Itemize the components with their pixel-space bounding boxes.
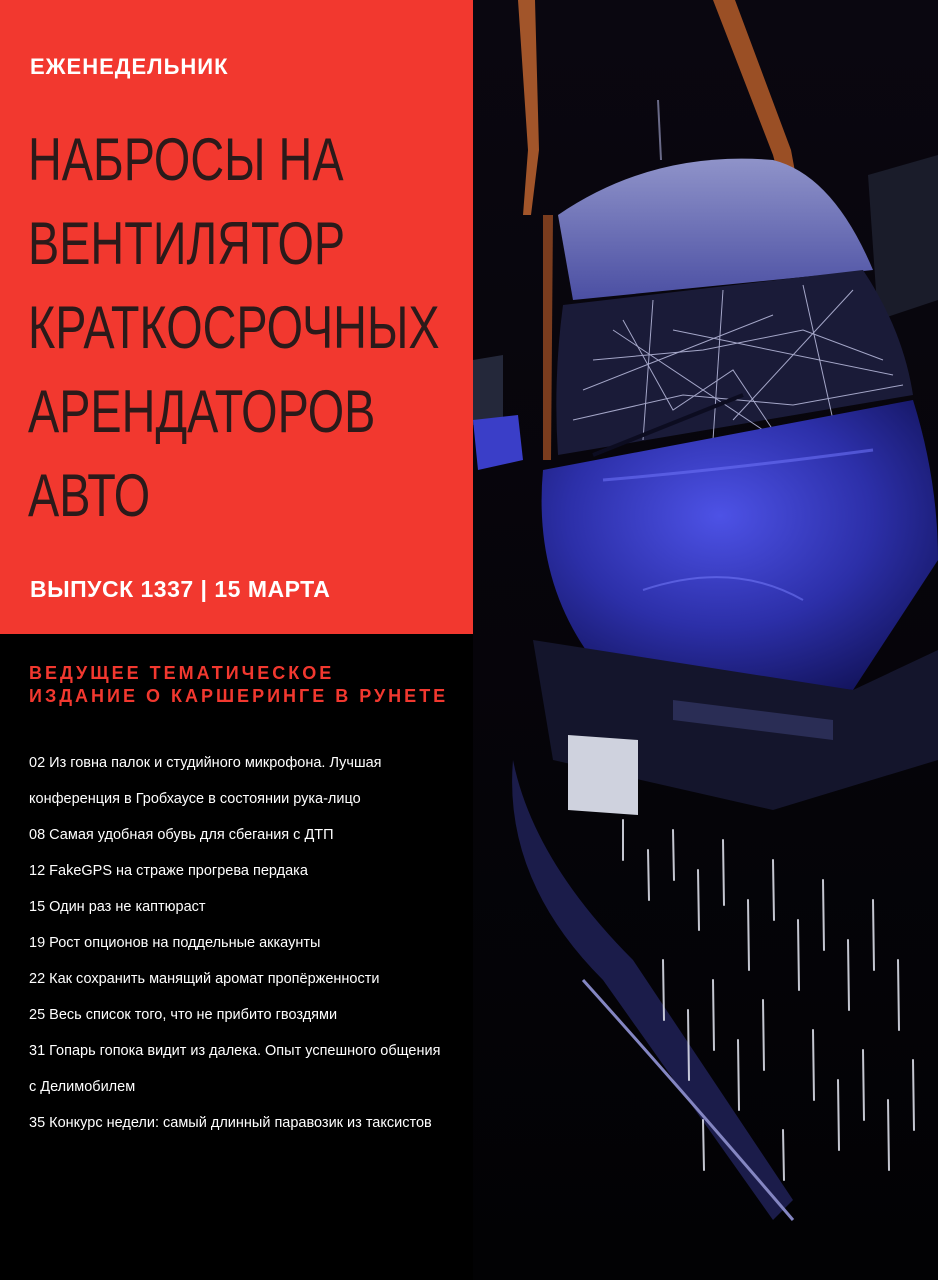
- wrecked-car-image: [473, 0, 938, 1280]
- headline-line: АРЕНДАТОРОВ: [28, 378, 376, 445]
- tagline: ВЕДУЩЕЕ ТЕМАТИЧЕСКОЕ ИЗДАНИЕ О КАРШЕРИНГЕ В РУНЕТЕ: [29, 663, 449, 706]
- headline-line: НАБРОСЫ НА: [28, 126, 344, 193]
- headline-line: КРАТКОСРОЧНЫХ: [28, 294, 440, 361]
- toc-item[interactable]: 35 Конкурс недели: самый длинный паравозик из таксистов: [29, 1115, 432, 1131]
- toc-item[interactable]: 12 FakeGPS на страже прогрева пердака: [29, 863, 308, 879]
- toc-item[interactable]: 25 Весь список того, что не прибито гвоздями: [29, 1007, 338, 1023]
- title-panel: [0, 0, 473, 634]
- headline: [28, 118, 440, 538]
- toc-item[interactable]: 31 Гопарь гопока видит из далека. Опыт успешного общения с Делимобилем: [29, 1043, 441, 1095]
- cover-photo: [473, 0, 938, 1280]
- table-of-contents: [29, 745, 449, 1141]
- toc-item[interactable]: 19 Рост опционов на поддельные аккаунты: [29, 935, 321, 951]
- toc-item[interactable]: 08 Самая удобная обувь для сбегания с ДТП: [29, 827, 334, 843]
- toc-item[interactable]: 15 Один раз не каптюраст: [29, 899, 206, 915]
- issue-info: ВЫПУСК 1337 | 15 МАРТА: [30, 576, 331, 602]
- headline-line: ВЕНТИЛЯТОР: [28, 210, 346, 277]
- kicker: ЕЖЕНЕДЕЛЬНИК: [30, 54, 229, 79]
- headline-line: АВТО: [28, 462, 151, 529]
- toc-item[interactable]: 22 Как сохранить манящий аромат пропёрженности: [29, 971, 380, 987]
- toc-item[interactable]: 02 Из говна палок и студийного микрофона. Лучшая конференция в Гробхаусе в состоянии рука-лицо: [29, 755, 382, 807]
